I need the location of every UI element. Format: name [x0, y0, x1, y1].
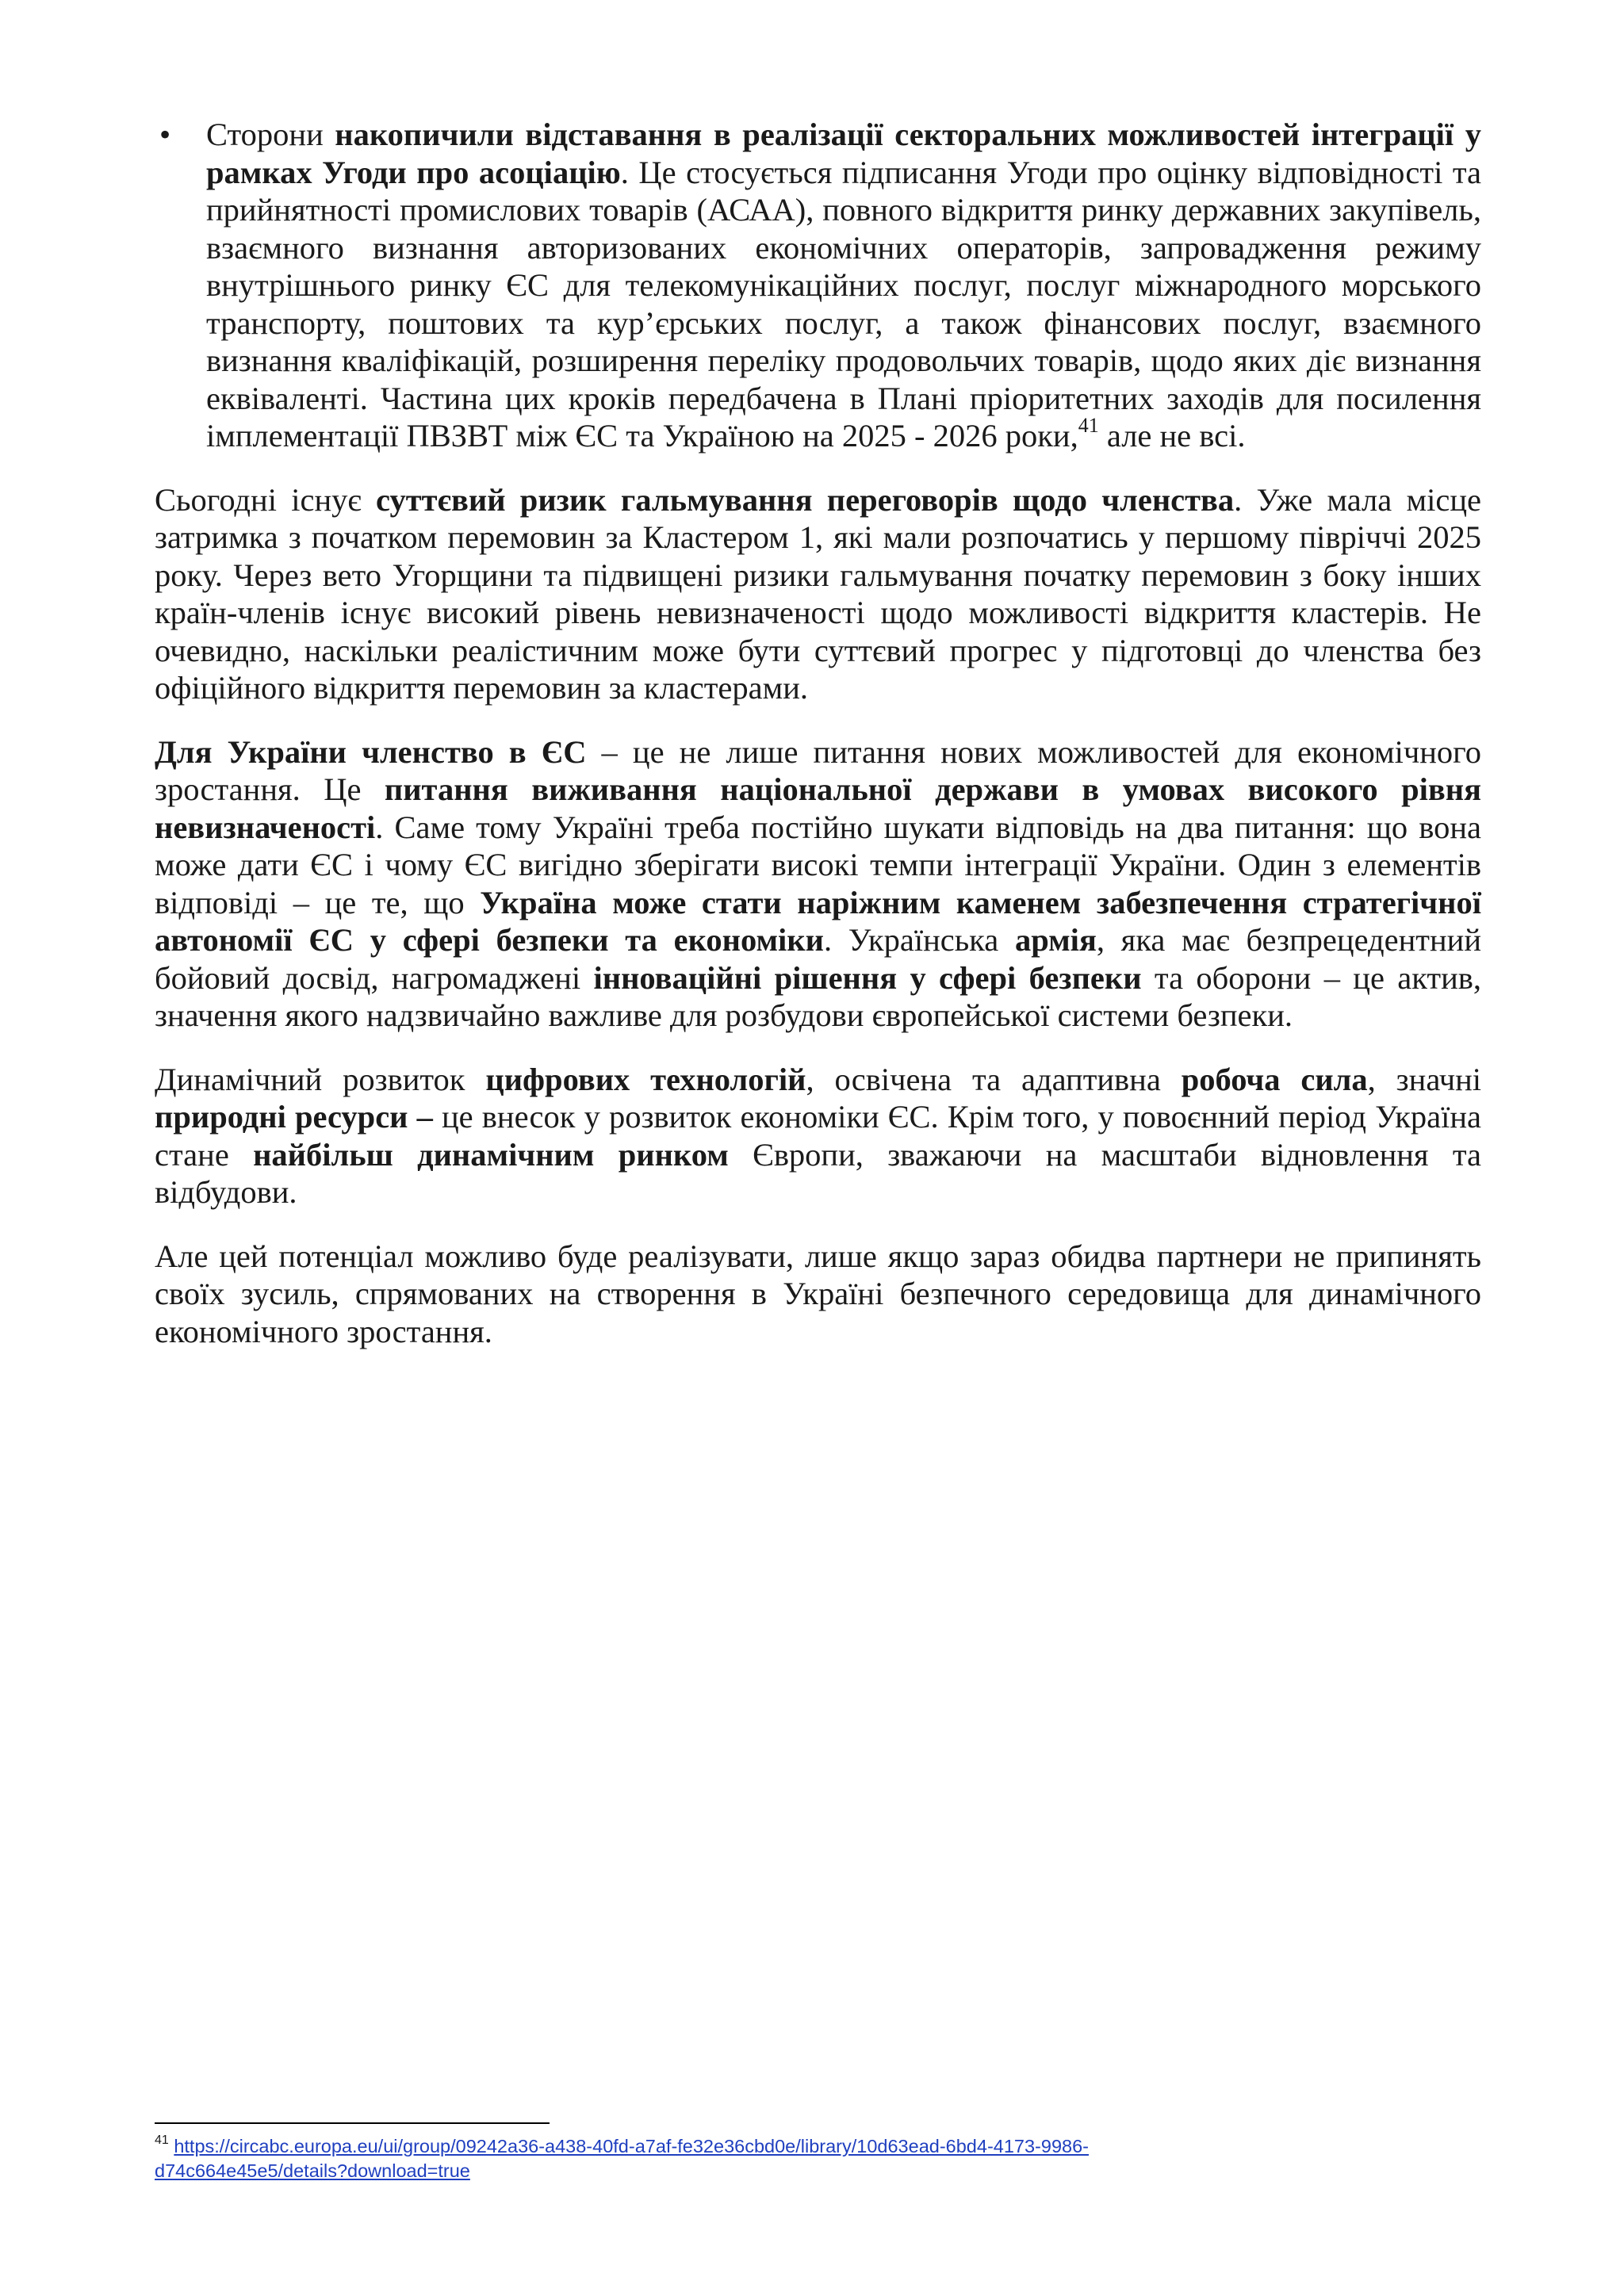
- footnote-ref[interactable]: 41: [1078, 413, 1099, 437]
- text-run: , освічена та адаптивна: [806, 1061, 1182, 1097]
- footnote-link-line-2: d74c664e45e5/details?download=true: [155, 2160, 470, 2181]
- bold-run: армія: [1014, 922, 1097, 958]
- footnote-link[interactable]: [155, 2136, 1089, 2181]
- bold-run: цифрових технологій: [485, 1061, 806, 1097]
- paragraph-membership-risk: [155, 481, 1481, 707]
- text-run: . Уже мала місце затримка з початком перемовин за Кластером 1, які мали розпочатись у першому півріччі 2025 року. Через вето Угорщини та підвищені ризики гальмування початку перемовин з боку інших країн-членів існує високий рівень невизначеності щодо можливості відкриття кластерів. Не очевидно, наскільки реалістичним може бути суттєвий прогрес у підготовці до членства без офіційного відкриття перемовин за кластерами.: [155, 481, 1481, 706]
- footnote-separator: [155, 2122, 550, 2124]
- bold-run: суттєвий ризик гальмування переговорів щодо членства: [376, 481, 1235, 518]
- paragraph-conclusion: Але цей потенціал можливо буде реалізувати, лише якщо зараз обидва партнери не припинять своїх зусиль, спрямованих на створення в Україні безпечного середовища для динамічного економічного зростання.: [155, 1238, 1481, 1349]
- footnote-link-line-1: https://circabc.europa.eu/ui/group/09242a36-a438-40fd-a7af-fe32e36cbd0e/library/10d63ead-6bd4-4173-9986-: [174, 2136, 1089, 2156]
- bullet-item: [155, 116, 1481, 455]
- text-run: Сторони: [206, 117, 335, 152]
- text-run: , яка має безпрецедентний бойовий досвід, нагромаджені: [155, 922, 1481, 996]
- text-run: , значні: [1367, 1061, 1481, 1097]
- bold-run: робоча сила: [1181, 1061, 1368, 1097]
- bold-run: Україна може стати наріжним каменем забезпечення стратегічної автономії ЄС у сфері безпеки та економіки: [155, 884, 1481, 958]
- body-text: [155, 116, 1481, 1376]
- text-run: та оборони – це актив, значення якого надзвичайно важливе для розбудови європейської системи безпеки.: [155, 959, 1481, 1033]
- text-run: Європи, зважаючи на масштаби відновлення та відбудови.: [155, 1136, 1481, 1210]
- bold-run: Для України членство в ЄС: [155, 733, 587, 770]
- text-run: Динамічний розвиток: [155, 1061, 486, 1097]
- text-run: – це не лише питання нових можливостей для економічного зростання. Це: [155, 733, 1481, 807]
- text-run: це внесок у розвиток економіки ЄС. Крім того, у повоєнний період Україна стане: [155, 1099, 1482, 1173]
- text-run: Сьогодні існує: [155, 481, 377, 518]
- text-run: . Українська: [823, 922, 1015, 958]
- text-run: але не всі.: [1098, 418, 1246, 453]
- text-run: . Саме тому Україні треба постійно шукати відповідь на два питання: що вона може дати ЄС і чому ЄС вигідно зберігати високі темпи інтеграції України. Один з елементів відповіді – це те, що: [155, 809, 1481, 920]
- text-run: . Це стосується підписання Угоди про оцінку відповідності та прийнятності промислових товарів (АСАА), повного відкриття ринку державних закупівель, взаємного визнання авторизованих економічних операторів, запровадження режиму внутрішнього ринку ЄС для телекомунікаційних послуг, послуг міжнародного морського транспорту, поштових та кур’єрських послуг, а також фінансових послуг, взаємного визнання кваліфікацій, розширення переліку продовольчих товарів, щодо яких діє визнання еквіваленті. Частина цих кроків передбачена в Плані пріоритетних заходів для посилення імплементації ПВЗВТ між ЄС та Україною на 2025 - 2026 роки,: [206, 154, 1481, 453]
- footnote: [155, 2134, 1344, 2183]
- paragraph-ukraine-membership: [155, 733, 1481, 1035]
- bullet-icon: •: [159, 117, 171, 152]
- bold-run: накопичили відставання в реалізації секторальних можливостей інтеграції у рамках Угоди про асоціацію: [206, 117, 1481, 190]
- bold-run: найбільш динамічним ринком: [253, 1136, 729, 1173]
- bold-run: інноваційні рішення у сфері безпеки: [593, 959, 1142, 996]
- bold-run: природні ресурси –: [155, 1099, 433, 1135]
- paragraph-economic-contribution: [155, 1061, 1481, 1211]
- bold-run: питання виживання національної держави в умовах високого рівня невизначеності: [155, 771, 1481, 845]
- footnote-number: 41: [155, 2133, 169, 2148]
